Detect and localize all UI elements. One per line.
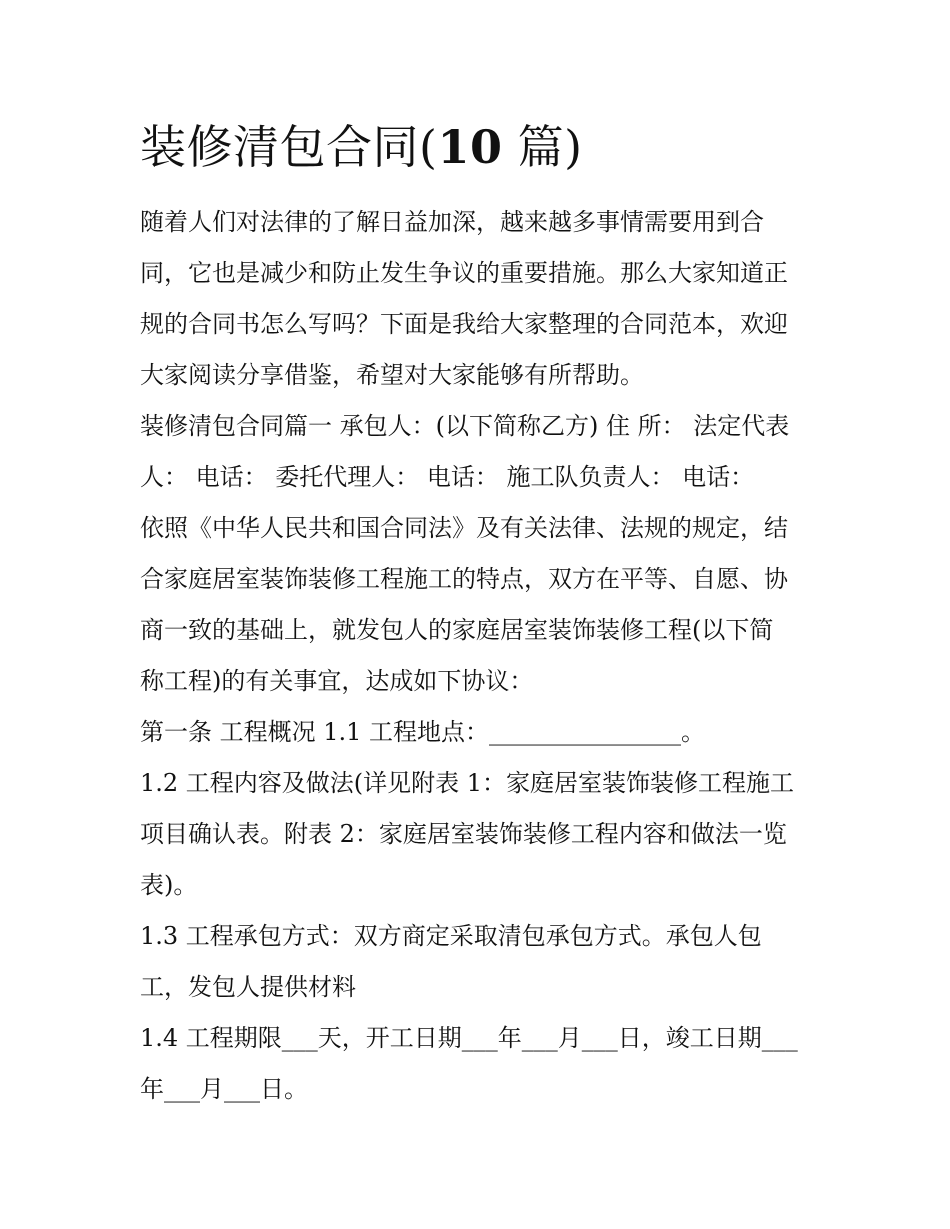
text-line: 年___月___日。 [140, 1075, 308, 1103]
text-line: 工，发包人提供材料 [140, 973, 356, 1001]
document-title [140, 112, 583, 182]
text-line: 1.4 工程期限___天，开工日期___年___月___日，竣工日期___ [140, 1024, 798, 1052]
text-line: 1.3 工程承包方式：双方商定采取清包承包方式。承包人包 [140, 922, 762, 950]
text-line: 商一致的基础上，就发包人的家庭居室装饰装修工程(以下简 [140, 616, 774, 644]
text-line: 项目确认表。附表 2：家庭居室装饰装修工程内容和做法一览 [140, 820, 787, 848]
title-tail: 篇) [502, 120, 583, 174]
text-line: 1.2 工程内容及做法(详见附表 1：家庭居室装饰装修工程施工 [140, 769, 795, 797]
text-line: 同，它也是减少和防止发生争议的重要措施。那么大家知道正 [140, 259, 788, 287]
title-number: 10 [437, 120, 503, 174]
text-line: 合家庭居室装饰装修工程施工的特点，双方在平等、自愿、协 [140, 565, 788, 593]
text-line: 人： 电话： 委托代理人： 电话： 施工队负责人： 电话： [140, 463, 755, 491]
document-body [140, 197, 812, 1115]
text-line: 依照《中华人民共和国合同法》及有关法律、法规的规定，结 [140, 514, 788, 542]
text-line: 第一条 工程概况 1.1 工程地点：________________。 [140, 718, 706, 746]
text-line: 随着人们对法律的了解日益加深，越来越多事情需要用到合 [140, 208, 764, 236]
text-line: 表)。 [140, 871, 198, 899]
text-line: 规的合同书怎么写吗？下面是我给大家整理的合同范本，欢迎 [140, 310, 788, 338]
text-line: 称工程)的有关事宜，达成如下协议： [140, 667, 534, 695]
text-line: 大家阅读分享借鉴，希望对大家能够有所帮助。 [140, 361, 644, 389]
title-text: 装修清包合同( [140, 120, 438, 174]
text-line: 装修清包合同篇一 承包人：(以下简称乙方) 住 所： 法定代表 [140, 412, 790, 440]
